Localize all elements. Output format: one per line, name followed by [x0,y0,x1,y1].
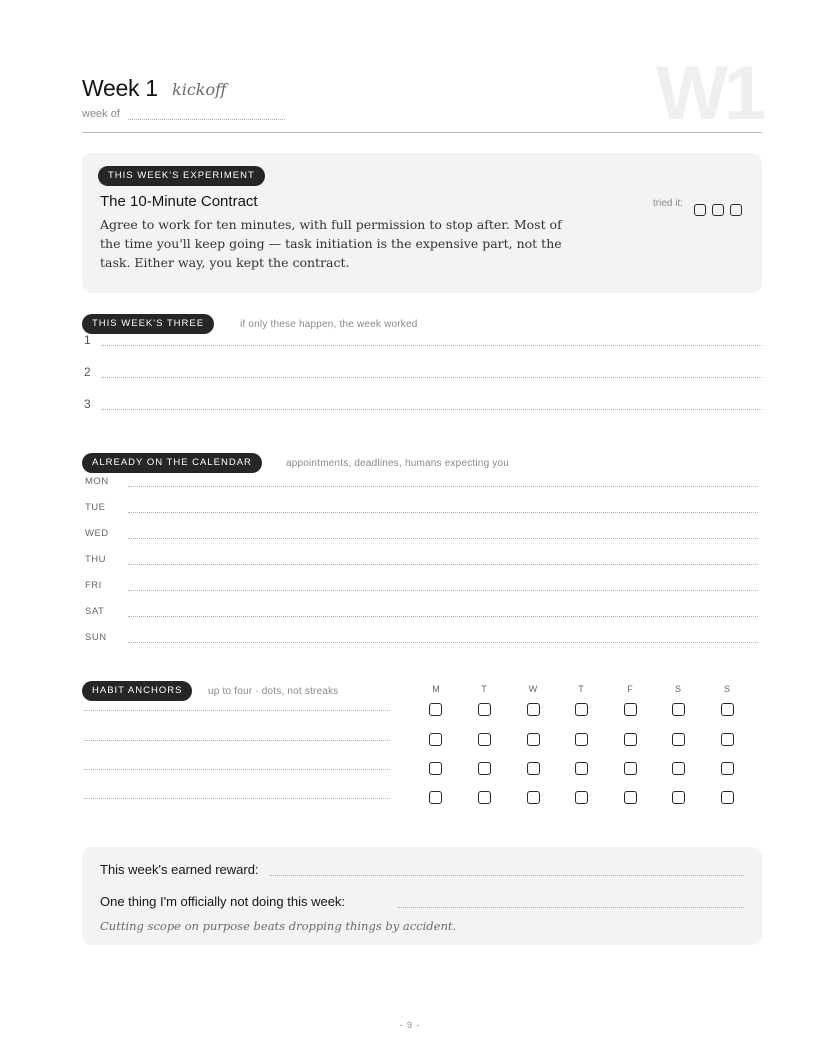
habit-checkbox[interactable] [721,703,734,716]
calendar-row [82,554,762,568]
habit-checkbox[interactable] [478,703,491,716]
habit-checkbox[interactable] [624,762,637,775]
habit-day-header: S [723,684,730,694]
habit-day-header: T [578,684,584,694]
habit-day-header: W [528,684,538,694]
habit-checkbox[interactable] [575,733,588,746]
habit-checkbox[interactable] [672,703,685,716]
three-tag: THIS WEEK'S THREE [82,314,214,334]
tried-it-checkbox[interactable] [694,204,706,216]
habit-checkbox[interactable] [429,703,442,716]
reward-note: Cutting scope on purpose beats dropping things by accident. [100,919,457,933]
calendar-hint: appointments, deadlines, humans expecting you [286,458,510,469]
day-field[interactable] [128,564,758,565]
experiment-description: Agree to work for ten minutes, with full permission to stop after. Most of the time you'll keep going — task initiation is the expensive part, not the task. Either way, you kept the contract. [100,217,562,270]
habit-day-header: T [481,684,487,694]
week-of-label: week of [82,108,120,120]
priority-field[interactable] [102,377,762,378]
habit-checkbox[interactable] [672,762,685,775]
earned-reward-label: This week's earned reward: [100,862,259,877]
habit-checkbox[interactable] [624,703,637,716]
habit-checkbox[interactable] [721,733,734,746]
priority-number: 3 [84,397,91,411]
habit-checkbox[interactable] [478,762,491,775]
experiment-title: The 10-Minute Contract [100,193,258,210]
calendar-tag: ALREADY ON THE CALENDAR [82,453,262,473]
day-label: WED [85,528,109,539]
habit-name-field[interactable] [84,710,390,711]
day-field[interactable] [128,512,758,513]
habit-day-header: F [627,684,633,694]
habit-name-field[interactable] [84,769,390,770]
habit-checkbox[interactable] [575,791,588,804]
habits-tag: HABIT ANCHORS [82,681,192,701]
habit-checkbox[interactable] [429,733,442,746]
tried-it-checkboxes [694,204,742,216]
day-field[interactable] [128,642,758,643]
day-field[interactable] [128,590,758,591]
week-watermark: W1 [656,51,762,136]
experiment-card [82,153,762,293]
tried-it-checkbox[interactable] [712,204,724,216]
priority-field[interactable] [102,345,762,346]
habit-checkbox[interactable] [721,762,734,775]
three-hint: if only these happen, the week worked [240,319,418,330]
habit-checkbox[interactable] [624,791,637,804]
habit-name-field[interactable] [84,798,390,799]
habits-hint: up to four · dots, not streaks [208,686,339,697]
day-field[interactable] [128,486,758,487]
earned-reward-field[interactable] [270,875,744,876]
habit-checkbox[interactable] [672,791,685,804]
habit-day-header: S [674,684,681,694]
calendar-row [82,580,762,594]
priority-row [82,397,762,413]
habit-checkbox[interactable] [429,791,442,804]
calendar-row [82,476,762,490]
not-doing-field[interactable] [398,907,744,908]
habit-checkbox[interactable] [672,733,685,746]
priority-number: 2 [84,365,91,379]
day-label: SAT [85,606,105,617]
day-field[interactable] [128,538,758,539]
day-label: SUN [85,632,107,643]
habit-checkbox[interactable] [527,733,540,746]
priority-row [82,333,762,349]
week-of-field[interactable] [128,119,285,120]
priority-number: 1 [84,333,91,347]
habit-name-field[interactable] [84,740,390,741]
calendar-row [82,528,762,542]
week-title: Week 1 [82,75,158,101]
day-label: MON [85,476,109,487]
habit-checkbox[interactable] [478,733,491,746]
week-header [82,51,762,136]
day-label: TUE [85,502,106,513]
habit-checkbox[interactable] [429,762,442,775]
priority-row [82,365,762,381]
habit-day-header: M [432,684,440,694]
habit-checkbox[interactable] [721,791,734,804]
not-doing-label: One thing I'm officially not doing this week: [100,894,346,909]
page-number: - 9 - [399,1020,421,1030]
day-label: FRI [85,580,102,591]
habit-checkbox[interactable] [478,791,491,804]
day-label: THU [85,554,107,565]
habit-checkbox[interactable] [527,762,540,775]
week-subtitle: kickoff [172,80,227,99]
reward-card [82,847,762,945]
habit-checkbox[interactable] [575,703,588,716]
day-field[interactable] [128,616,758,617]
calendar-row [82,502,762,516]
calendar-row [82,606,762,620]
experiment-tag: THIS WEEK'S EXPERIMENT [98,166,265,186]
habit-checkbox[interactable] [575,762,588,775]
habit-checkbox[interactable] [624,733,637,746]
calendar-row [82,632,762,646]
habit-checkbox[interactable] [527,791,540,804]
tried-it-label: tried it: [653,198,684,209]
tried-it-checkbox[interactable] [730,204,742,216]
habit-checkbox[interactable] [527,703,540,716]
priority-field[interactable] [102,409,762,410]
